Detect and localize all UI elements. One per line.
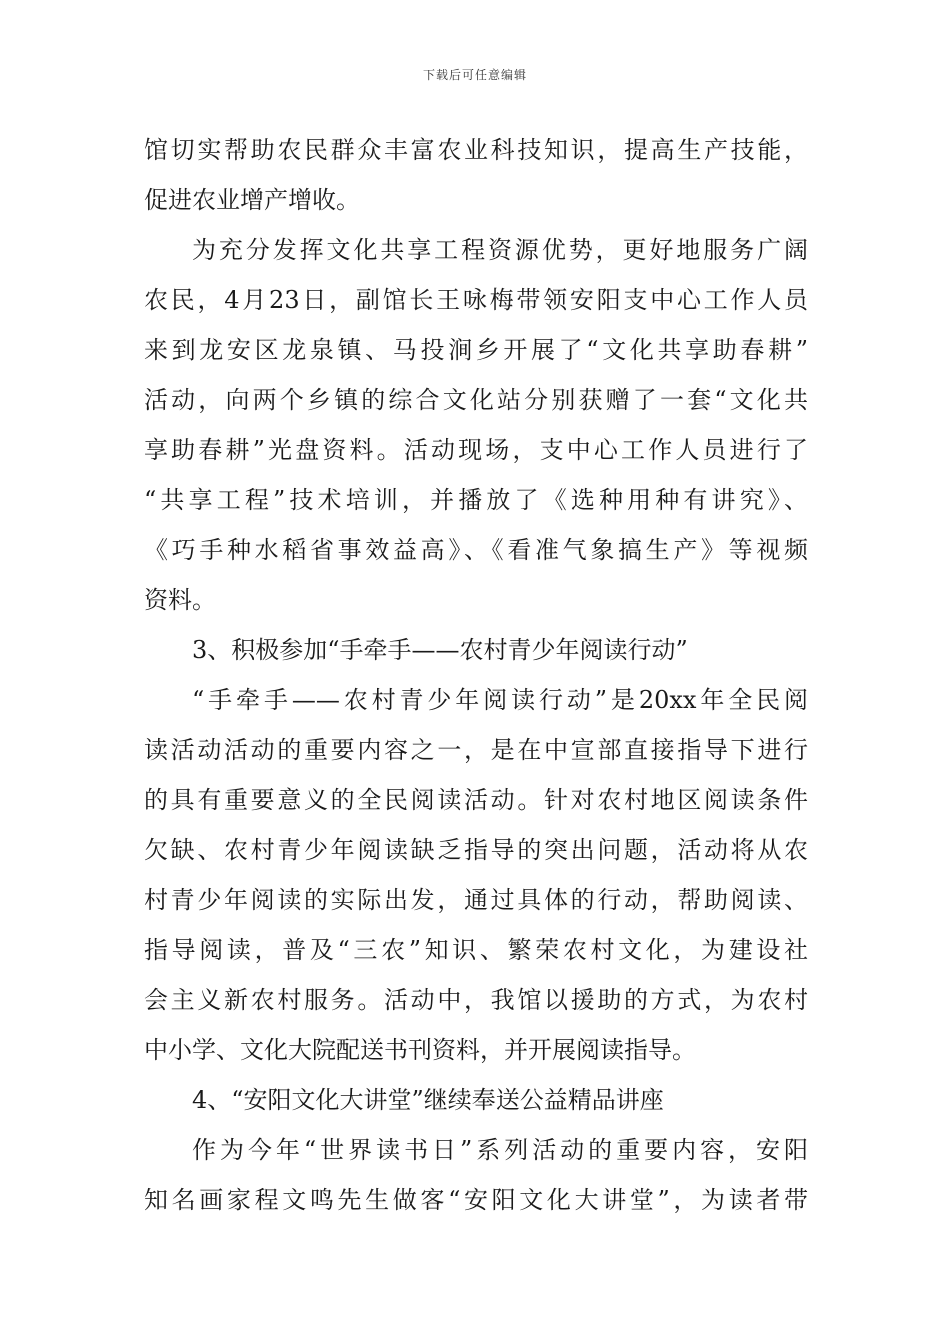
text-line: 会主义新农村服务。活动中，我馆以援助的方式，为农村	[144, 986, 808, 1014]
text-line: 村青少年阅读的实际出发，通过具体的行动，帮助阅读、	[144, 886, 808, 914]
text-line: 指导阅读，普及“三农”知识、繁荣农村文化，为建设社	[144, 936, 808, 964]
text-line: 为充分发挥文化共享工程资源优势，更好地服务广阔	[192, 236, 808, 264]
text-line: “共享工程”技术培训，并播放了《选种用种有讲究》、	[144, 486, 808, 514]
text-line: 来到龙安区龙泉镇、马投涧乡开展了“文化共享助春耕”	[144, 336, 808, 364]
text-line: 知名画家程文鸣先生做客“安阳文化大讲堂”，为读者带	[144, 1186, 808, 1214]
text-line: 的具有重要意义的全民阅读活动。针对农村地区阅读条件	[144, 786, 808, 814]
text-line: 作为今年“世界读书日”系列活动的重要内容，安阳	[192, 1136, 808, 1164]
document-body	[144, 125, 808, 1225]
page-header-note: 下载后可任意编辑	[422, 68, 527, 82]
text-line: 欠缺、农村青少年阅读缺乏指导的突出问题，活动将从农	[144, 836, 808, 864]
text-line: 馆切实帮助农民群众丰富农业科技知识，提高生产技能，	[144, 136, 808, 164]
text-line: 中小学、文化大院配送书刊资料，并开展阅读指导。	[144, 1036, 696, 1064]
text-line: 资料。	[144, 586, 216, 614]
text-line: 农民，4月23日，副馆长王咏梅带领安阳支中心工作人员	[144, 286, 808, 314]
text-line: 4、“安阳文化大讲堂”继续奉送公益精品讲座	[192, 1086, 664, 1114]
text-line: 《巧手种水稻省事效益高》、《看准气象搞生产》等视频	[144, 536, 808, 564]
text-line: “手牵手——农村青少年阅读行动”是20xx年全民阅	[192, 686, 808, 714]
text-line: 3、积极参加“手牵手——农村青少年阅读行动”	[192, 636, 688, 664]
text-line: 享助春耕”光盘资料。活动现场，支中心工作人员进行了	[144, 436, 808, 464]
text-line: 促进农业增产增收。	[144, 186, 360, 214]
text-line: 活动，向两个乡镇的综合文化站分别获赠了一套“文化共	[144, 386, 808, 414]
text-line: 读活动活动的重要内容之一，是在中宣部直接指导下进行	[144, 736, 808, 764]
